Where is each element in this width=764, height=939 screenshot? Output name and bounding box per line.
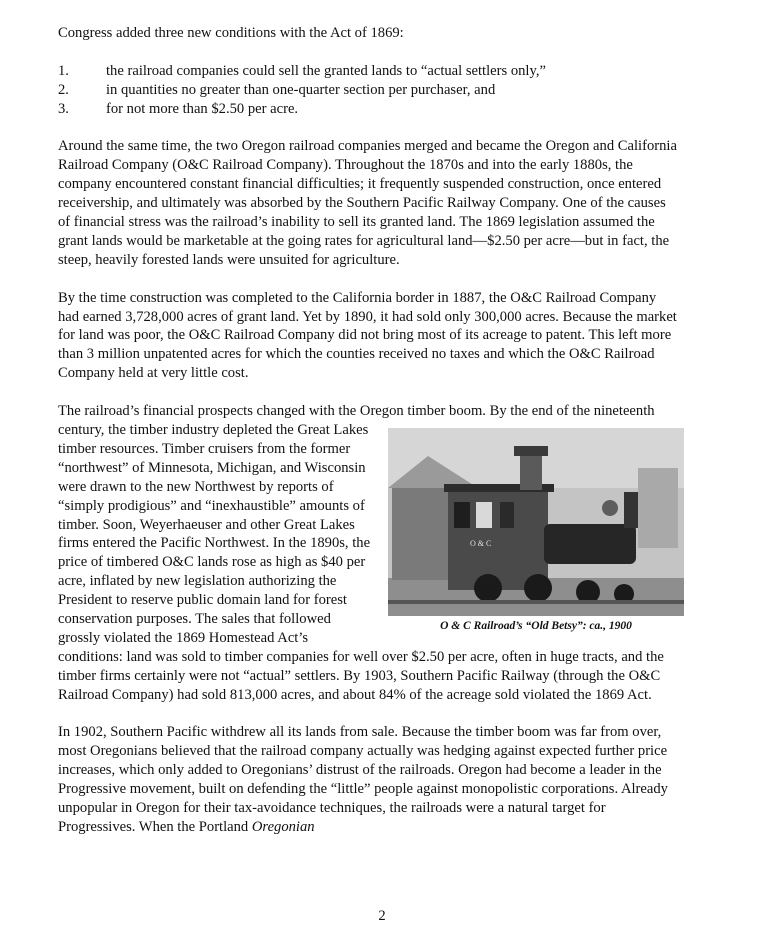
list-item-text: the railroad companies could sell the granted lands to “actual settlers only,” — [106, 62, 546, 79]
car-lettering: O & C — [470, 538, 492, 548]
photo-figure — [388, 428, 684, 635]
conditions-list — [58, 62, 680, 119]
paragraph-timber-rest: nineteenth century, the timber industry depleted the Great Lakes timber resources. Timber cruisers from the former “northwest” of Minnesota, Michigan, and Wisconsin were drawn to the new Northwest by reports of “simply prodigious” and “inexhaustible” amounts of timber. Soon, Weyerhaeuser and other Great Lakes firms entered the Pacific Northwest. In the 1890s, the price of timbered O&C lands rose as high as $40 per acre, inflated by new legislation authorizing the President to reserve public domain land for forest conservation purposes. The sales that followed grossly violated the 1869 Homestead Act’s conditions: land was sold to timber companies for well over $2.50 per acre, often in huge tracts, and the timber firms certainly were not “actual” settlers. By 1903, Southern Pacific Railway (through the O&C Railroad Company) had sold 813,000 acres, and about 84% of the acreage sold violated the 1869 Act. — [58, 403, 664, 703]
paragraph-withdrawal — [58, 723, 680, 836]
paragraph-timber-boom — [58, 402, 680, 705]
paragraph-timber-lead: The railroad’s financial prospects changed with the Oregon timber boom. By the end of the — [58, 403, 591, 420]
list-item-number: 3. — [58, 100, 69, 117]
list-item-text: in quantities no greater than one-quarter section per purchaser, and — [106, 81, 496, 98]
newspaper-title: Oregonian — [251, 818, 315, 835]
locomotive-photo — [388, 428, 684, 616]
list-item — [58, 100, 680, 119]
photo-caption: O & C Railroad’s “Old Betsy”: ca., 1900 — [440, 619, 632, 632]
paragraph-withdrawal-text: In 1902, Southern Pacific withdrew all its lands from sale. Because the timber boom was far from over, most Oregonians believed that the railroad company actually was hedging against expected further price increases, which only added to Oregonians’ distrust of the railroads. Oregon had become a leader in the Progressive movement, built on defending the “little” people against monopolistic corporations. Already unpopular in Oregon for their tax-avoidance techniques, the railroads were a natural target for Progressives. When the Portland — [58, 724, 668, 835]
paragraph-merger: Around the same time, the two Oregon railroad companies merged and became the Oregon and California Railroad Company (O&C Railroad Company). Throughout the 1870s and into the early 1880s, the company encountered constant financial difficulties; it frequently suspended construction, once entered receivership, and ultimately was absorbed by the Southern Pacific Railway Company. One of the causes of financial stress was the railroad’s inability to sell its granted land. The 1869 legislation assumed the grant lands would be marketable at the going rates for agricultural land—$2.50 per acre—but in fact, the steep, heavily forested lands were unsuited for agriculture. — [58, 138, 677, 268]
list-item — [58, 62, 680, 81]
list-item-text: for not more than $2.50 per acre. — [106, 100, 299, 117]
intro-sentence: Congress added three new conditions with the Act of 1869: — [58, 25, 404, 41]
list-item-number: 2. — [58, 81, 69, 98]
list-item-number: 1. — [58, 62, 69, 79]
document-page — [58, 24, 680, 856]
paragraph-grant-land: By the time construction was completed to the California border in 1887, the O&C Railroad Company had earned 3,728,000 acres of grant land. Yet by 1890, it had sold only 300,000 acres. Because the market for land was poor, the O&C Railroad Company did not bring most of its acreage to patent. This left more than 3 million unpatented acres for which the counties received no taxes and which the O&C Railroad Company held at very little cost. — [58, 289, 677, 382]
list-item — [58, 81, 680, 100]
page-number: 2 — [378, 908, 386, 924]
